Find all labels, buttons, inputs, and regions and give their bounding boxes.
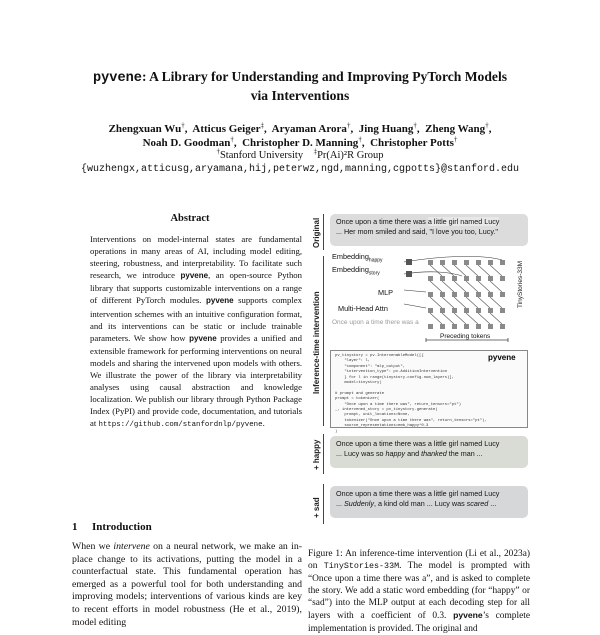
affiliations: [40, 147, 560, 161]
author-line1: Zhengxuan Wu†, Atticus Geiger‡, Aryaman Arora†, Jing Huang†, Zheng Wang†,: [108, 121, 492, 135]
title-line1: : A Library for Understanding and Improving PyTorch Models: [141, 69, 508, 84]
title-line2: via Interventions: [250, 88, 350, 103]
emphasized-text: happy: [385, 449, 406, 458]
state-cell: [440, 308, 445, 313]
embedding-happy-marker: [406, 259, 412, 265]
generated-text: a little girl named Lucy: [427, 489, 500, 498]
affiliation-stanford: Stanford University: [219, 150, 304, 161]
abstract-text: Interventions on model-internal states are fundamental operations in many areas of AI, including model editing, steering, robustness, and interpretability. To facilitate such research, we introduce: [90, 234, 302, 281]
author-name: Christopher Potts: [370, 137, 454, 149]
abstract-text: , an open-source Python library that supports customizable interventions on a range of different PyTorch modules.: [90, 270, 302, 306]
generated-text: ... Lucy was so: [336, 449, 386, 458]
emphasized-text: thanked: [421, 449, 447, 458]
state-cell: [476, 324, 481, 329]
label-multi-head-attn: Multi-Head Attn: [338, 304, 388, 313]
abstract-text: provides a unified and extensible framework for performing interventions on neural models and sharing the intervened upon models with others. We illustrate the power of the library via interpretability analyses using causal abstraction and knowledge localization. We publish our library through Python Package Index (PyPI) and provide code, documentation, and tutorials at: [90, 332, 302, 429]
original-output-box: [330, 214, 528, 246]
affiliation-prair: Pr(Ai)²R Group: [317, 150, 384, 161]
state-cell: [464, 308, 469, 313]
affiliation-mark: ‡: [313, 147, 318, 156]
state-cell: [452, 276, 457, 281]
label-embedding-happy: [332, 252, 383, 263]
state-cell: [500, 324, 505, 329]
intro-emphasis: intervene: [113, 541, 150, 552]
author-mark: †: [413, 121, 417, 130]
intro-text: on a neural network, we make an in-place change to its activations, putting the model in a counterfactual state. This fundamental operation has emerged as a powerful tool for both understanding and improving models; interventions of various kinds are key to recent efforts in model robustness (He et al., 2019), model editing: [72, 541, 302, 628]
caption-text: ’s complete implementation is provided. The original and: [308, 611, 530, 634]
github-link[interactable]: https://github.com/stanfordnlp/pyvene: [98, 421, 263, 430]
author-name: Zheng Wang: [425, 123, 486, 135]
embedding-markers: [406, 259, 412, 277]
label-subscript: story: [368, 270, 380, 277]
state-cell: [500, 308, 505, 313]
section-bar: [323, 256, 324, 426]
abstract-heading: Abstract: [170, 213, 210, 224]
author-line2: Noah D. Goodman†, Christopher D. Manning†, Christopher Potts†: [142, 135, 458, 149]
state-cell: [440, 292, 445, 297]
label-preceding-tokens: Preceding tokens: [440, 333, 491, 340]
author-mark: †: [453, 135, 458, 144]
state-cell: [428, 260, 433, 265]
label-happy: + happy: [312, 439, 321, 470]
sad-output-box: [330, 486, 528, 518]
section-number: 1: [72, 521, 78, 533]
caption-model-name: TinyStories-33M: [323, 561, 400, 572]
state-cell: [452, 324, 457, 329]
library-name: pyvene: [180, 271, 209, 281]
label-text: Embedding: [332, 252, 369, 261]
state-cell: [488, 276, 493, 281]
abstract-body: [90, 233, 302, 432]
embedding-story-marker: [406, 271, 412, 277]
hidden-state-grid: [428, 260, 505, 329]
author-emails: {wuzhengx,atticusg,aryamana,hij,peterwz,ngd,manning,cgpotts}@stanford.edu: [80, 164, 520, 175]
code-library-tag: pyvene: [488, 353, 516, 362]
label-inference-time-intervention: Inference-time intervention: [312, 291, 321, 394]
emphasized-text: Suddenly: [344, 499, 374, 508]
author-name: Aryaman Arora: [271, 123, 347, 135]
generated-text: and: [405, 449, 422, 458]
label-subscript: happy: [368, 257, 383, 264]
state-cell: [464, 276, 469, 281]
state-cell: [488, 260, 493, 265]
author-list: [40, 122, 560, 150]
author-name: Christopher D. Manning: [242, 137, 359, 149]
figure-1: [308, 208, 530, 530]
generated-text: ... Her mom smiled and said, "I love you too, Lucy.": [336, 227, 498, 236]
state-cell: [440, 276, 445, 281]
abstract-text: supports complex intervention schemes with an intuitive configuration format, and its interventions can be static or include trainable parameters. We show how: [90, 295, 302, 343]
generated-text: a little girl named Lucy: [427, 439, 500, 448]
author-mark: †: [358, 135, 362, 144]
prompt-text: Once upon a time there was: [336, 217, 428, 226]
introduction-body: [72, 541, 302, 629]
state-cell: [500, 276, 505, 281]
library-name: pyvene: [453, 610, 483, 621]
generated-text: , a kind old man ... Lucy was: [373, 499, 467, 508]
figure-caption: [308, 548, 530, 635]
generated-text: the man ...: [446, 449, 483, 458]
generated-text: a little girl named Lucy: [427, 217, 500, 226]
section-bar: [323, 434, 324, 474]
state-cell: [428, 292, 433, 297]
label-text: Embedding: [332, 265, 369, 274]
state-cell: [476, 308, 481, 313]
author-mark: †: [346, 121, 351, 130]
state-cell: [428, 308, 433, 313]
state-cell: [452, 308, 457, 313]
generated-text: ...: [336, 499, 344, 508]
author-mark: †: [485, 121, 489, 130]
generated-text: ...: [488, 499, 497, 508]
author-mark: ‡: [260, 121, 265, 130]
state-cell: [476, 292, 481, 297]
author-name: Noah D. Goodman: [142, 137, 231, 149]
state-cell: [500, 260, 505, 265]
author-name: Zhengxuan Wu: [108, 123, 182, 135]
state-cell: [488, 324, 493, 329]
section-title: Introduction: [92, 521, 152, 533]
state-cell: [428, 324, 433, 329]
author-name: Atticus Geiger: [192, 123, 261, 135]
abstract-text: .: [262, 418, 265, 429]
prompt-text: Once upon a time there was: [336, 439, 428, 448]
caption-text: Figure 1: An inference-time intervention (Li et al., 2023a) on: [308, 549, 530, 572]
label-model-name: TinyStories-33M: [517, 260, 524, 308]
state-cell: [452, 292, 457, 297]
code-snippet: pv_tinystory = pv.IntervenableModel([{ "layer": l, "component": "mlp_output", "intervention_type": pv.AdditionIntervention } for l in range(tinystory.config.num_layers)], model=tinystory) # prompt and generate prompt = tokenizer( "Once upon a time there was", return_tensors="pt") _, intervened_story = pv_tinystory.generate( prompt, unit_locations=None, tokenizer("Once upon a time there was", return_tensors="pt"), source_representations=emb_happy*0.3 ): [330, 350, 528, 428]
faded-prompt: Once upon a time there was a: [332, 319, 419, 326]
state-cell: [476, 260, 481, 265]
section-bar: [323, 484, 324, 524]
state-cell: [464, 260, 469, 265]
state-cell: [500, 292, 505, 297]
label-original: Original: [312, 217, 321, 248]
label-mlp: MLP: [378, 288, 394, 297]
state-cell: [464, 292, 469, 297]
section-bar: [323, 214, 324, 250]
state-cell: [464, 324, 469, 329]
author-mark: †: [230, 135, 234, 144]
library-name: pyvene: [189, 333, 217, 343]
author-name: Jing Huang: [358, 123, 414, 135]
label-embedding-story: [332, 265, 380, 276]
affiliation-mark: †: [216, 147, 220, 156]
emphasized-text: scared: [466, 499, 489, 508]
title-library-name: pyvene: [92, 71, 142, 86]
state-cell: [428, 276, 433, 281]
state-cell: [452, 260, 457, 265]
state-cell: [488, 292, 493, 297]
state-cell: [476, 276, 481, 281]
state-cell: [440, 260, 445, 265]
label-sad: + sad: [312, 497, 321, 518]
library-name: pyvene: [206, 296, 234, 306]
attention-edges: [404, 256, 502, 324]
paper-title: [40, 68, 560, 104]
section-heading-introduction: [72, 521, 152, 533]
state-cell: [440, 324, 445, 329]
intro-text: When we: [72, 541, 114, 552]
author-mark: †: [181, 121, 185, 130]
prompt-text: Once upon a time there was: [336, 489, 428, 498]
caption-text: . The model is prompted with “Once upon a time there was a”, and is asked to complete the story. We add a static word embedding (for “happy” or “sad”) into the MLP output at each decoding step for all layers with a coefficient of 0.3.: [308, 561, 530, 622]
state-cell: [488, 308, 493, 313]
happy-output-box: [330, 436, 528, 468]
